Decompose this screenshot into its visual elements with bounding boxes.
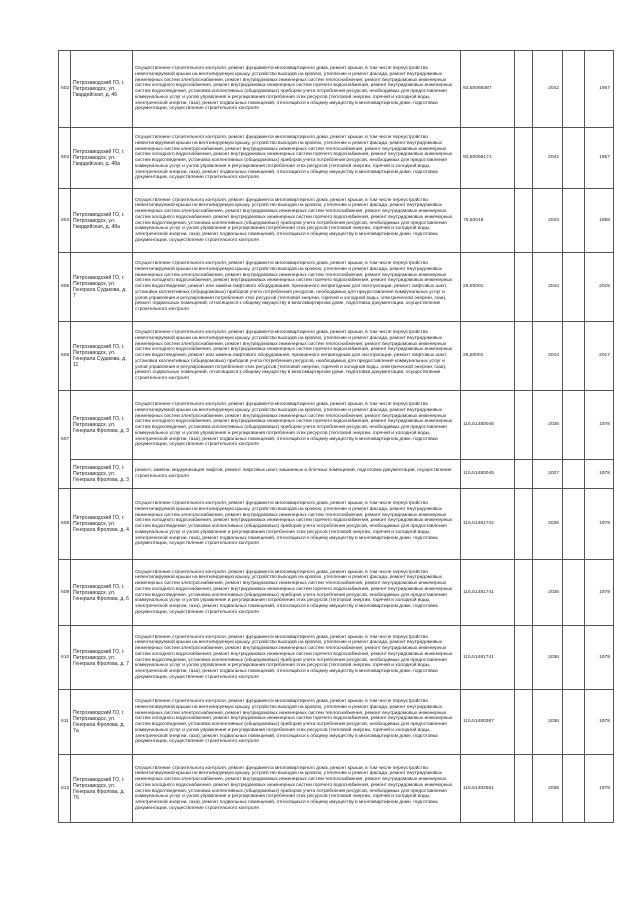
empty-cell <box>515 189 533 253</box>
works-cell: ремонт, замена, модернизация лифтов, ремонт лифтовых шахт, машинных и блочных помещений, подготовка документации, осуществление строительного контроля <box>133 460 461 489</box>
empty-cell <box>515 755 533 823</box>
empty-cell <box>563 460 585 489</box>
built-year-cell: 1978 <box>585 690 614 755</box>
built-year-cell: 1957 <box>585 128 614 189</box>
table-row <box>59 253 614 322</box>
table-row <box>59 489 614 560</box>
empty-cell <box>515 128 533 189</box>
empty-cell <box>563 755 585 823</box>
cost-cell: 115,51480387 <box>461 690 515 755</box>
empty-cell <box>563 391 585 460</box>
address-cell: Петрозаводский ГО, г. Петрозаводск, ул. Генерала Фролова, д. 3 <box>71 460 133 489</box>
works-cell: Осуществление строительного контроля, ремонт фундамента многоквартирного дома, ремонт крыши, в том числе переустройство невентилируемой крыши на вентилируемую крышу, устройство выходов на кровлю, утепление и ремонт фасада, ремонт внутридомовых инженерных систем электроснабжения, ремонт внутридомовых инженерных систем теплоснабжения, ремонт внутридомовых инженерных систем холодного водоснабжения, ремонт внутридомовых инженерных систем горячего водоснабжения, ремонт внутридомовых инженерных систем водоотведения, установка коллективных (общедомовых) приборов учета потребления ресурсов, необходимых для предоставления коммунальных услуг и узлов управления и регулирования потребления этих ресурсов (тепловой энергии, горячей и холодной воды, электрической энергии, газа), ремонт подвальных помещений, относящихся к общему имуществу в многоквартирном доме, подготовка документации, осуществление строительного контроля <box>133 690 461 755</box>
built-year-cell: 1979 <box>585 489 614 560</box>
empty-cell <box>563 489 585 560</box>
row-number: 605 <box>59 253 71 322</box>
table-row <box>59 128 614 189</box>
table-row <box>59 51 614 128</box>
built-year-cell: 1979 <box>585 626 614 690</box>
empty-cell <box>563 690 585 755</box>
plan-year-cell: 2027 <box>533 460 563 489</box>
built-year-cell: 1979 <box>585 560 614 626</box>
row-number: 608 <box>59 489 71 560</box>
built-year-cell: 2015 <box>585 253 614 322</box>
empty-cell <box>563 128 585 189</box>
plan-year-cell: 2042 <box>533 128 563 189</box>
address-cell: Петрозаводский ГО, г. Петрозаводск, ул. Гвардейская, д. 48а <box>71 128 133 189</box>
cost-cell: 93,50069387 <box>461 51 515 128</box>
address-cell: Петрозаводский ГО, г. Петрозаводск, ул. Гвардейская, д. 46 <box>71 51 133 128</box>
table-row <box>59 560 614 626</box>
empty-cell <box>515 626 533 690</box>
cost-cell: 115,51481742 <box>461 489 515 560</box>
address-cell: Петрозаводский ГО, г. Петрозаводск, ул. Генерала Судакова, д. 7 <box>71 253 133 322</box>
works-cell: Осуществление строительного контроля, ремонт фундамента многоквартирного дома, ремонт крыши, в том числе переустройство невентилируемой крыши на вентилируемую крышу, устройство выходов на кровлю, утепление и ремонт фасада, ремонт внутридомовых инженерных систем электроснабжения, ремонт внутридомовых инженерных систем теплоснабжения, ремонт внутридомовых инженерных систем холодного водоснабжения, ремонт внутридомовых инженерных систем горячего водоснабжения, ремонт внутридомовых инженерных систем водоотведения, ремонт или замена лифтового оборудования, признанного непригодным для эксплуатации, ремонт лифтовых шахт, установка коллективных (общедомовых) приборов учета потребления ресурсов, необходимых для предоставления коммунальных услуг и узлов управления и регулирования потребления этих ресурсов (тепловой энергии, горячей и холодной воды, электрической энергии, газа), ремонт подвальных помещений, относящихся к общему имуществу в многоквартирном доме, подготовка документации, осуществление строительного контроля <box>133 253 461 322</box>
address-cell: Петрозаводский ГО, г. Петрозаводск, ул. Генерала Фролова, д. 4 <box>71 489 133 560</box>
table-row <box>59 322 614 391</box>
empty-cell <box>515 489 533 560</box>
built-year-cell: 1978 <box>585 755 614 823</box>
row-number: 607 <box>59 391 71 489</box>
works-cell: Осуществление строительного контроля, ремонт фундамента многоквартирного дома, ремонт крыши, в том числе переустройство невентилируемой крыши на вентилируемую крышу, устройство выходов на кровлю, утепление и ремонт фасада, ремонт внутридомовых инженерных систем электроснабжения, ремонт внутридомовых инженерных систем теплоснабжения, ремонт внутридомовых инженерных систем холодного водоснабжения, ремонт внутридомовых инженерных систем горячего водоснабжения, ремонт внутридомовых инженерных систем водоотведения, установка коллективных (общедомовых) приборов учета потребления ресурсов, необходимых для предоставления коммунальных услуг и узлов управления и регулирования потребления этих ресурсов (тепловой энергии, горячей и холодной воды, электрической энергии, газа), ремонт подвальных помещений, относящихся к общему имуществу в многоквартирном доме, подготовка документации, осуществление строительного контроля <box>133 626 461 690</box>
cost-cell: 26,50001 <box>461 322 515 391</box>
cost-cell: 93,50068171 <box>461 128 515 189</box>
empty-cell <box>563 189 585 253</box>
empty-cell <box>515 253 533 322</box>
works-cell: Осуществление строительного контроля, ремонт фундамента многоквартирного дома, ремонт крыши, в том числе переустройство невентилируемой крыши на вентилируемую крышу, устройство выходов на кровлю, утепление и ремонт фасада, ремонт внутридомовых инженерных систем электроснабжения, ремонт внутридомовых инженерных систем теплоснабжения, ремонт внутридомовых инженерных систем холодного водоснабжения, ремонт внутридомовых инженерных систем горячего водоснабжения, ремонт внутридомовых инженерных систем водоотведения, установка коллективных (общедомовых) приборов учета потребления ресурсов, необходимых для предоставления коммунальных услуг и узлов управления и регулирования потребления этих ресурсов (тепловой энергии, горячей и холодной воды, электрической энергии, газа), ремонт подвальных помещений, относящихся к общему имуществу в многоквартирном доме, подготовка документации, осуществление строительного контроля <box>133 560 461 626</box>
row-number: 612 <box>59 755 71 823</box>
plan-year-cell: 2043 <box>533 189 563 253</box>
plan-year-cell: 2042 <box>533 51 563 128</box>
empty-cell <box>563 253 585 322</box>
empty-cell <box>515 322 533 391</box>
cost-cell: 115,51481741 <box>461 560 515 626</box>
table-row <box>59 626 614 690</box>
built-year-cell: 1958 <box>585 189 614 253</box>
empty-cell <box>563 51 585 128</box>
address-cell: Петрозаводский ГО, г. Петрозаводск, ул. Генерала Фролова, д. 7а <box>71 690 133 755</box>
address-cell: Петрозаводский ГО, г. Петрозаводск, ул. Генерала Судакова, д. 11 <box>71 322 133 391</box>
empty-cell <box>515 51 533 128</box>
cost-cell: 115,51482561 <box>461 755 515 823</box>
empty-cell <box>563 560 585 626</box>
document-page <box>58 50 613 823</box>
cost-cell: 115,51480045 <box>461 391 515 460</box>
works-cell: Осуществление строительного контроля, ремонт фундамента многоквартирного дома, ремонт крыши, в том числе переустройство невентилируемой крыши на вентилируемую крышу, устройство выходов на кровлю, утепление и ремонт фасада, ремонт внутридомовых инженерных систем электроснабжения, ремонт внутридомовых инженерных систем теплоснабжения, ремонт внутридомовых инженерных систем холодного водоснабжения, ремонт внутридомовых инженерных систем горячего водоснабжения, ремонт внутридомовых инженерных систем водоотведения, установка коллективных (общедомовых) приборов учета потребления ресурсов, необходимых для предоставления коммунальных услуг и узлов управления и регулирования потребления этих ресурсов (тепловой энергии, горячей и холодной воды, электрической энергии, газа), ремонт подвальных помещений, относящихся к общему имуществу в многоквартирном доме, подготовка документации, осуществление строительного контроля <box>133 51 461 128</box>
built-year-cell: 1957 <box>585 51 614 128</box>
plan-year-cell: 2044 <box>533 253 563 322</box>
cost-cell: 75,50018 <box>461 189 515 253</box>
cost-cell: 115,51481741 <box>461 626 515 690</box>
empty-cell <box>563 322 585 391</box>
table-row <box>59 460 614 489</box>
works-cell: Осуществление строительного контроля, ремонт фундамента многоквартирного дома, ремонт крыши, в том числе переустройство невентилируемой крыши на вентилируемую крышу, устройство выходов на кровлю, утепление и ремонт фасада, ремонт внутридомовых инженерных систем электроснабжения, ремонт внутридомовых инженерных систем теплоснабжения, ремонт внутридомовых инженерных систем холодного водоснабжения, ремонт внутридомовых инженерных систем горячего водоснабжения, ремонт внутридомовых инженерных систем водоотведения, установка коллективных (общедомовых) приборов учета потребления ресурсов, необходимых для предоставления коммунальных услуг и узлов управления и регулирования потребления этих ресурсов (тепловой энергии, горячей и холодной воды, электрической энергии, газа), ремонт подвальных помещений, относящихся к общему имуществу в многоквартирном доме, подготовка документации, осуществление строительного контроля <box>133 755 461 823</box>
plan-year-cell: 2035 <box>533 755 563 823</box>
plan-year-cell: 2035 <box>533 560 563 626</box>
address-cell: Петрозаводский ГО, г. Петрозаводск, ул. Генерала Фролова, д. 7б <box>71 755 133 823</box>
row-number: 606 <box>59 322 71 391</box>
address-cell: Петрозаводский ГО, г. Петрозаводск, ул. Гвардейская, д. 48а <box>71 189 133 253</box>
table-row <box>59 189 614 253</box>
row-number: 609 <box>59 560 71 626</box>
plan-year-cell: 2035 <box>533 391 563 460</box>
empty-cell <box>563 626 585 690</box>
row-number: 611 <box>59 690 71 755</box>
row-number: 603 <box>59 128 71 189</box>
plan-year-cell: 2036 <box>533 489 563 560</box>
empty-cell <box>515 560 533 626</box>
cost-cell: 115,51480045 <box>461 460 515 489</box>
capital-repair-table <box>58 50 614 823</box>
row-number: 610 <box>59 626 71 690</box>
empty-cell <box>515 391 533 460</box>
built-year-cell: 1978 <box>585 391 614 460</box>
plan-year-cell: 2036 <box>533 626 563 690</box>
works-cell: Осуществление строительного контроля, ремонт фундамента многоквартирного дома, ремонт крыши, в том числе переустройство невентилируемой крыши на вентилируемую крышу, устройство выходов на кровлю, утепление и ремонт фасада, ремонт внутридомовых инженерных систем электроснабжения, ремонт внутридомовых инженерных систем теплоснабжения, ремонт внутридомовых инженерных систем холодного водоснабжения, ремонт внутридомовых инженерных систем горячего водоснабжения, ремонт внутридомовых инженерных систем водоотведения, установка коллективных (общедомовых) приборов учета потребления ресурсов, необходимых для предоставления коммунальных услуг и узлов управления и регулирования потребления этих ресурсов (тепловой энергии, горячей и холодной воды, электрической энергии, газа), ремонт подвальных помещений, относящихся к общему имуществу в многоквартирном доме, подготовка документации, осуществление строительного контроля <box>133 189 461 253</box>
address-cell: Петрозаводский ГО, г. Петрозаводск, ул. Генерала Фролова, д. 6 <box>71 560 133 626</box>
works-cell: Осуществление строительного контроля, ремонт фундамента многоквартирного дома, ремонт крыши, в том числе переустройство невентилируемой крыши на вентилируемую крышу, устройство выходов на кровлю, утепление и ремонт фасада, ремонт внутридомовых инженерных систем электроснабжения, ремонт внутридомовых инженерных систем теплоснабжения, ремонт внутридомовых инженерных систем холодного водоснабжения, ремонт внутридомовых инженерных систем горячего водоснабжения, ремонт внутридомовых инженерных систем водоотведения, установка коллективных (общедомовых) приборов учета потребления ресурсов, необходимых для предоставления коммунальных услуг и узлов управления и регулирования потребления этих ресурсов (тепловой энергии, горячей и холодной воды, электрической энергии, газа), ремонт подвальных помещений, относящихся к общему имуществу в многоквартирном доме, подготовка документации, осуществление строительного контроля <box>133 489 461 560</box>
row-number: 602 <box>59 51 71 128</box>
built-year-cell: 1978 <box>585 460 614 489</box>
works-cell: Осуществление строительного контроля, ремонт фундамента многоквартирного дома, ремонт крыши, в том числе переустройство невентилируемой крыши на вентилируемую крышу, устройство выходов на кровлю, утепление и ремонт фасада, ремонт внутридомовых инженерных систем электроснабжения, ремонт внутридомовых инженерных систем теплоснабжения, ремонт внутридомовых инженерных систем холодного водоснабжения, ремонт внутридомовых инженерных систем горячего водоснабжения, ремонт внутридомовых инженерных систем водоотведения, ремонт или замена лифтового оборудования, признанного непригодным для эксплуатации, ремонт лифтовых шахт, установка коллективных (общедомовых) приборов учета потребления ресурсов, необходимых для предоставления коммунальных услуг и узлов управления и регулирования потребления этих ресурсов (тепловой энергии, горячей и холодной воды, электрической энергии, газа), ремонт подвальных помещений, относящихся к общему имуществу в многоквартирном доме, подготовка документации, осуществление строительного контроля <box>133 322 461 391</box>
table-row <box>59 391 614 460</box>
works-cell: Осуществление строительного контроля, ремонт фундамента многоквартирного дома, ремонт крыши, в том числе переустройство невентилируемой крыши на вентилируемую крышу, устройство выходов на кровлю, утепление и ремонт фасада, ремонт внутридомовых инженерных систем электроснабжения, ремонт внутридомовых инженерных систем теплоснабжения, ремонт внутридомовых инженерных систем холодного водоснабжения, ремонт внутридомовых инженерных систем горячего водоснабжения, ремонт внутридомовых инженерных систем водоотведения, установка коллективных (общедомовых) приборов учета потребления ресурсов, необходимых для предоставления коммунальных услуг и узлов управления и регулирования потребления этих ресурсов (тепловой энергии, горячей и холодной воды, электрической энергии, газа), ремонт подвальных помещений, относящихся к общему имуществу в многоквартирном доме, подготовка документации, осуществление строительного контроля <box>133 391 461 460</box>
table-row <box>59 690 614 755</box>
address-cell: Петрозаводский ГО, г. Петрозаводск, ул. Генерала Фролова, д. 7 <box>71 626 133 690</box>
built-year-cell: 2017 <box>585 322 614 391</box>
plan-year-cell: 2044 <box>533 322 563 391</box>
table-row <box>59 755 614 823</box>
plan-year-cell: 2036 <box>533 690 563 755</box>
address-cell: Петрозаводский ГО, г. Петрозаводск, ул. Генерала Фролова, д. 3 <box>71 391 133 460</box>
row-number: 604 <box>59 189 71 253</box>
empty-cell <box>515 690 533 755</box>
works-cell: Осуществление строительного контроля, ремонт фундамента многоквартирного дома, ремонт крыши, в том числе переустройство невентилируемой крыши на вентилируемую крышу, устройство выходов на кровлю, утепление и ремонт фасада, ремонт внутридомовых инженерных систем электроснабжения, ремонт внутридомовых инженерных систем теплоснабжения, ремонт внутридомовых инженерных систем холодного водоснабжения, ремонт внутридомовых инженерных систем горячего водоснабжения, ремонт внутридомовых инженерных систем водоотведения, установка коллективных (общедомовых) приборов учета потребления ресурсов, необходимых для предоставления коммунальных услуг и узлов управления и регулирования потребления этих ресурсов (тепловой энергии, горячей и холодной воды, электрической энергии, газа), ремонт подвальных помещений, относящихся к общему имуществу в многоквартирном доме, подготовка документации, осуществление строительного контроля <box>133 128 461 189</box>
cost-cell: 26,50001 <box>461 253 515 322</box>
empty-cell <box>515 460 533 489</box>
